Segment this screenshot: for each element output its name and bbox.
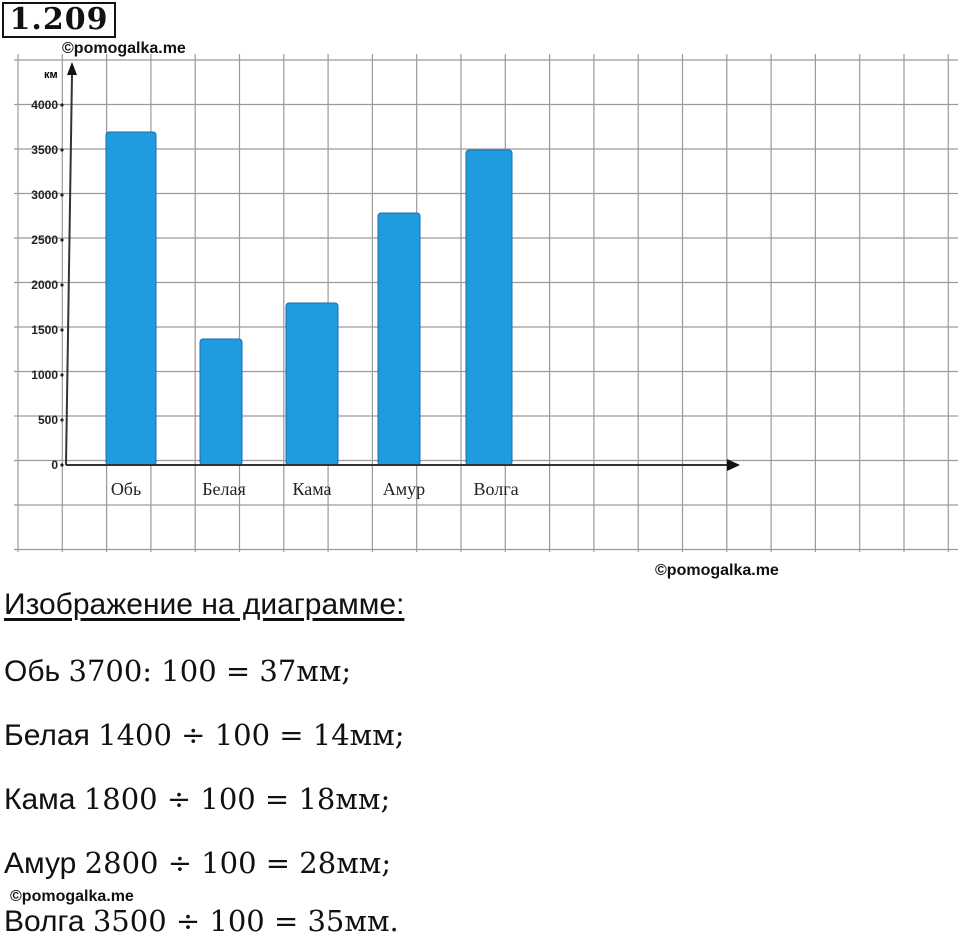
calc-expression: 1800 ÷ 100 = 18мм; <box>83 782 391 816</box>
y-axis-unit-label: км <box>44 69 58 81</box>
x-category-labels <box>111 479 519 499</box>
watermark-top: ©pomogalka.me <box>62 40 186 57</box>
y-tick-mark <box>60 148 63 151</box>
y-tick-mark <box>60 373 63 376</box>
calc-expression: 3700: 100 = 37мм; <box>68 654 352 688</box>
x-tick-label: Обь <box>110 479 142 499</box>
x-tick-label: Волга <box>473 479 519 499</box>
y-axis-arrow-icon <box>67 62 77 75</box>
y-tick-mark <box>60 418 63 421</box>
y-tick-mark <box>60 283 63 286</box>
problem-number: 1.209 <box>2 2 116 38</box>
calc-river-name: Амур <box>4 847 77 880</box>
bar-4 <box>466 150 512 465</box>
calc-expression: 1400 ÷ 100 = 14мм; <box>98 718 405 752</box>
calc-line-ob <box>4 654 351 689</box>
y-tick-label: 1000 <box>31 368 58 382</box>
bar-chart <box>0 50 960 560</box>
y-tick-label: 1500 <box>31 323 58 337</box>
x-tick-label: Кама <box>292 479 332 499</box>
solution-heading: Изображение на диаграмме: <box>4 588 405 621</box>
y-tick-label: 3000 <box>31 188 58 202</box>
bar-1 <box>200 339 242 465</box>
calc-line-volga <box>4 904 399 939</box>
y-axis <box>66 74 72 465</box>
y-tick-mark <box>60 238 63 241</box>
y-tick-label: 3500 <box>31 143 58 157</box>
bar-2 <box>286 303 338 465</box>
y-tick-label: 0 <box>51 458 58 472</box>
calc-line-amur <box>4 846 391 881</box>
calc-river-name: Белая <box>4 719 90 752</box>
y-tick-mark <box>60 193 63 196</box>
y-tick-mark <box>60 463 63 466</box>
calc-river-name: Обь <box>4 655 61 688</box>
watermark-middle: ©pomogalka.me <box>655 562 779 579</box>
calc-river-name: Волга <box>4 905 85 938</box>
calc-river-name: Кама <box>4 783 76 816</box>
bar-3 <box>378 213 420 465</box>
x-tick-label: Амур <box>382 479 426 499</box>
chart-bars <box>106 132 512 465</box>
calc-expression: 3500 ÷ 100 = 35мм. <box>92 904 399 938</box>
bar-0 <box>106 132 156 465</box>
calc-expression: 2800 ÷ 100 = 28мм; <box>84 846 392 880</box>
y-tick-label: 4000 <box>31 98 58 112</box>
y-tick-mark <box>60 103 63 106</box>
y-tick-label: 2000 <box>31 278 58 292</box>
y-tick-mark <box>60 328 63 331</box>
y-tick-label: 2500 <box>31 233 58 247</box>
x-tick-label: Белая <box>202 479 246 499</box>
calc-line-belaya <box>4 718 405 753</box>
y-tick-label: 500 <box>37 413 58 427</box>
calc-line-kama <box>4 782 390 817</box>
watermark-bottom: ©pomogalka.me <box>10 888 134 905</box>
